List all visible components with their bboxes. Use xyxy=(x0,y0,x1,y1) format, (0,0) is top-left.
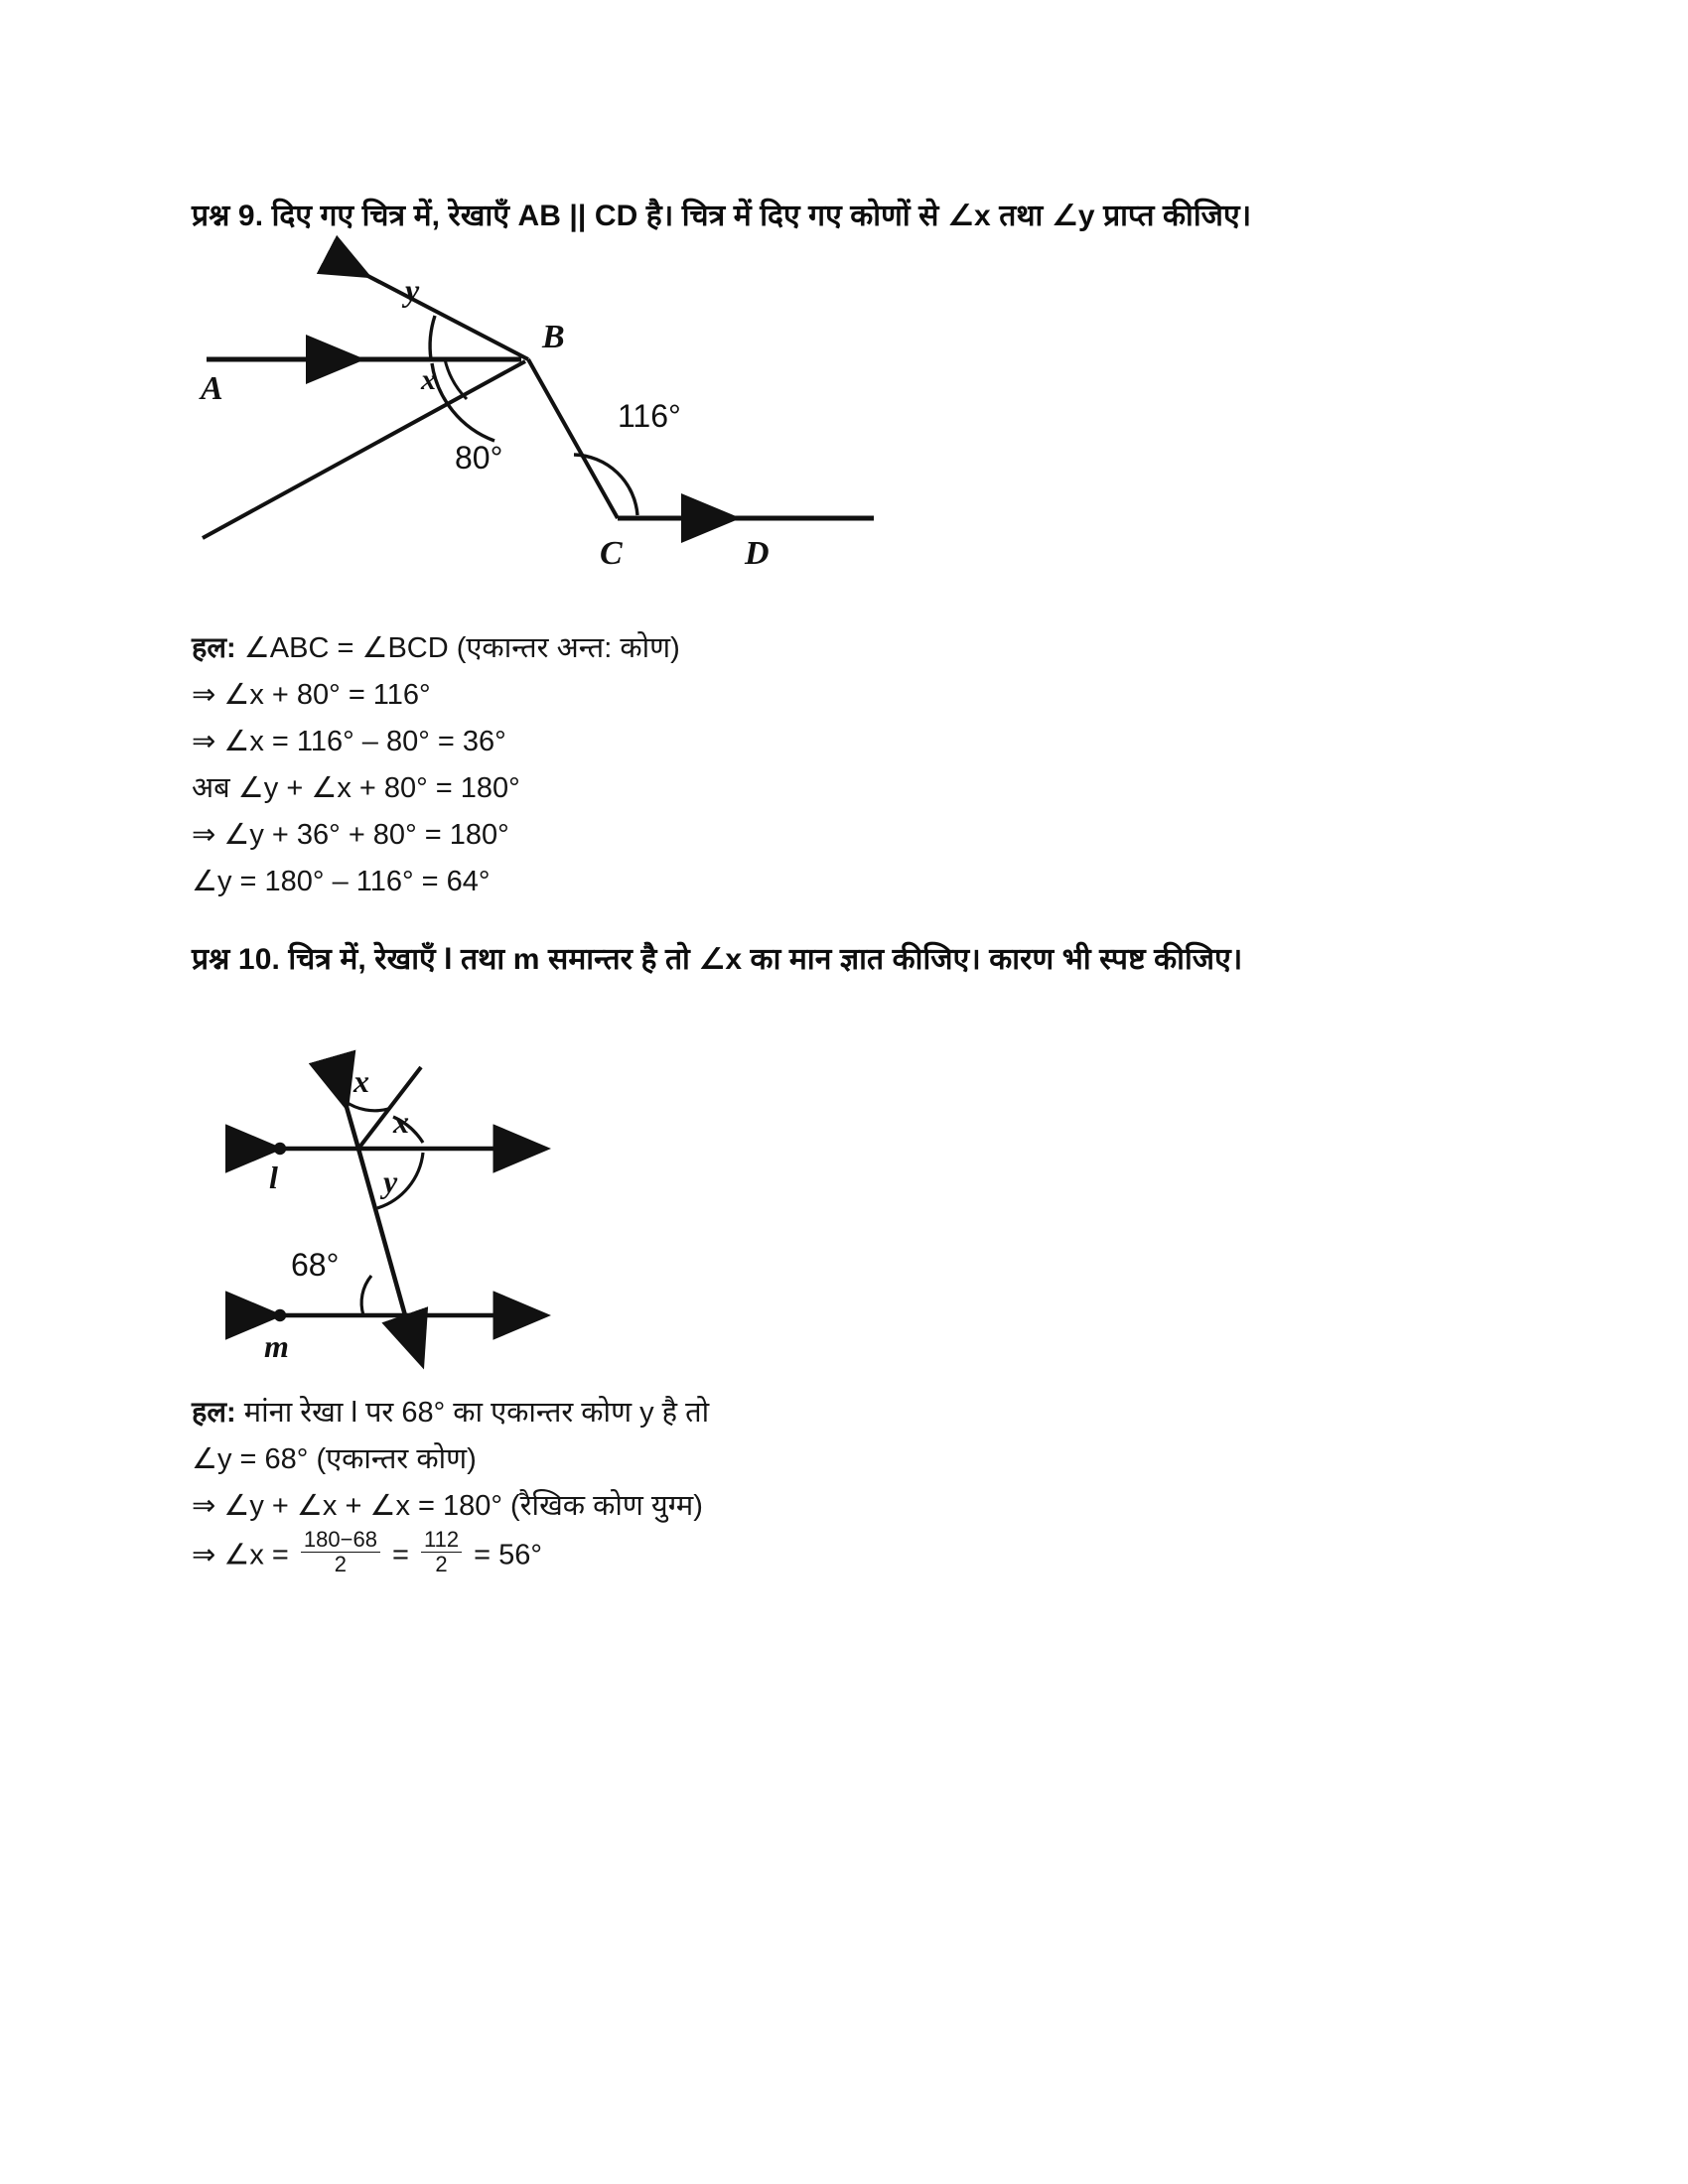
solution-label: हल: xyxy=(192,1397,236,1429)
solution-line: ∠y = 180° – 116° = 64° xyxy=(192,866,491,897)
angle-arc-68 xyxy=(361,1276,371,1315)
angle-arc-116 xyxy=(574,455,637,515)
solution-line xyxy=(192,625,1383,672)
fraction-second xyxy=(421,1528,462,1576)
question-10-heading: प्रश्न 10. चित्र में, रेखाएँ l तथा m समान्तर है तो ∠x का मान ज्ञात कीजिए। कारण भी स्पष्ट कीजिए। xyxy=(192,943,1243,976)
angle-label-116: 116° xyxy=(618,398,681,434)
angle-label-y: y xyxy=(383,1163,398,1199)
line-m xyxy=(234,1309,542,1321)
angle-arc-x-upper xyxy=(345,1101,388,1111)
angle-arc-80 xyxy=(432,363,494,441)
point-dot-l xyxy=(274,1143,286,1155)
angle-label-x-right: x xyxy=(393,1104,409,1140)
line-label-l: l xyxy=(269,1160,278,1195)
line-label-m: m xyxy=(264,1328,289,1364)
question-10-figure xyxy=(179,1037,695,1365)
question-9-heading: प्रश्न 9. दिए गए चित्र में, रेखाएँ AB || CD है। चित्र में दिए गए कोणों से ∠x तथा ∠y प्राप्त कीजिए। xyxy=(192,200,1252,232)
angle-label-y: y xyxy=(405,272,420,308)
angle-label-68: 68° xyxy=(291,1247,340,1283)
solution-label: हल: xyxy=(192,632,236,664)
fraction-numerator: 112 xyxy=(421,1528,462,1553)
solution-line xyxy=(192,1390,1383,1436)
fraction-denominator: 2 xyxy=(435,1551,448,1576)
point-label-d: D xyxy=(745,535,770,572)
angle-arc-y xyxy=(430,316,435,359)
fraction-first xyxy=(301,1528,380,1576)
point-dot-m xyxy=(274,1309,286,1321)
point-label-c: C xyxy=(600,535,623,572)
solution-line: ⇒ ∠y + 36° + 80° = 180° xyxy=(192,819,509,851)
question-9-figure xyxy=(179,248,874,606)
fraction-numerator: 180−68 xyxy=(301,1528,380,1553)
fraction-prefix: ⇒ ∠x = xyxy=(192,1539,297,1571)
point-label-a: A xyxy=(201,370,223,407)
angle-label-80: 80° xyxy=(455,440,503,476)
solution-line: अब ∠y + ∠x + 80° = 180° xyxy=(192,772,520,804)
solution-line: ∠y = 68° (एकान्तर कोण) xyxy=(192,1443,477,1475)
angle-label-x: x xyxy=(421,363,436,396)
solution-line: ⇒ ∠y + ∠x + ∠x = 180° (रैखिक कोण युग्म) xyxy=(192,1490,703,1522)
fraction-denominator: 2 xyxy=(334,1551,348,1576)
fraction-middle: = xyxy=(383,1539,417,1571)
question-9-solution xyxy=(192,625,1383,905)
solution-text: मांना रेखा l पर 68° का एकान्तर कोण y है तो xyxy=(243,1397,710,1429)
solution-line: ⇒ ∠x + 80° = 116° xyxy=(192,679,431,711)
line-l xyxy=(234,1143,542,1155)
fraction-suffix: = 56° xyxy=(466,1539,542,1571)
angle-label-x-upper: x xyxy=(353,1063,369,1099)
solution-text: ∠ABC = ∠BCD (एकान्तर अन्त: कोण) xyxy=(243,632,680,664)
point-label-b: B xyxy=(542,319,565,355)
solution-line: ⇒ ∠x = 116° – 80° = 36° xyxy=(192,726,506,757)
solution-line-fraction xyxy=(192,1527,1383,1587)
question-10-solution xyxy=(192,1390,1383,1587)
